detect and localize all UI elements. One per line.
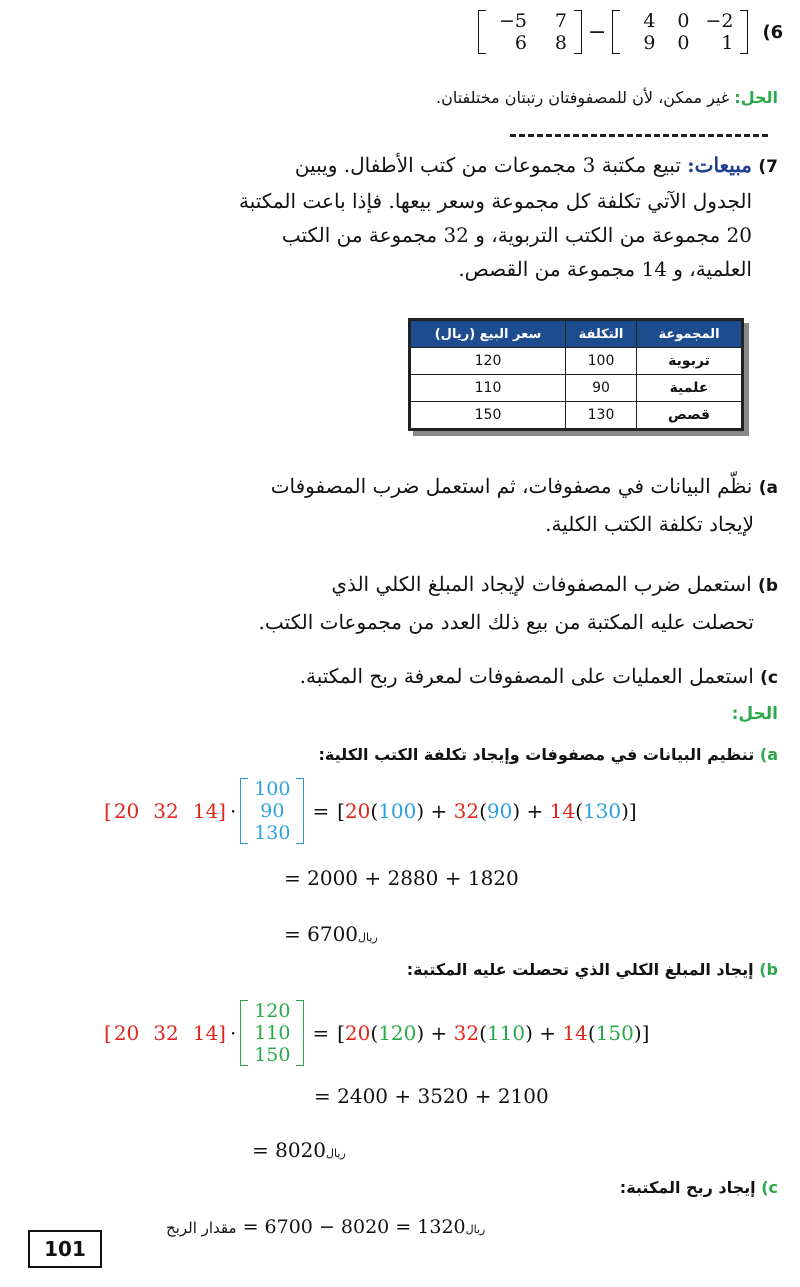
solution-6-text: غير ممكن، لأن للمصفوفتان رتبتان مختلفتان.	[436, 88, 730, 107]
table-row: علمية 90 110	[411, 375, 742, 402]
solution-c-heading: c) إيجاد ربح المكتبة:	[619, 1178, 778, 1197]
solution-a-line2: = 2000 + 2880 + 1820	[284, 866, 519, 890]
solution-6	[78, 88, 778, 107]
divider	[510, 134, 768, 137]
page-number: 101	[28, 1230, 102, 1268]
solution-a-equation: [ 20 32 14 ] · 100 90 130 = [20(100) + 32(90) + 14(130)]	[104, 778, 637, 844]
problem-6-number: (6	[762, 21, 784, 43]
solution-b-line2: = 2400 + 3520 + 2100	[314, 1084, 549, 1108]
problem-7-number: 7)	[758, 157, 778, 177]
part-b: b) استعمل ضرب المصفوفات لإيجاد المبلغ الكلي الذي تحصلت عليه المكتبة من بيع ذلك العدد من مجموعات الكتب.	[258, 572, 778, 634]
minus-sign: −	[588, 19, 607, 45]
cost-table-wrap	[408, 318, 744, 431]
solution-c-formula: ريال1320 = 8020 − 6700 = مقدار الربح	[166, 1216, 486, 1238]
table-row: قصص 130 150	[411, 402, 742, 429]
solution-label: الحل:	[731, 704, 778, 724]
solution-b-heading: b) إيجاد المبلغ الكلي الذي تحصلت عليه المكتبة:	[406, 960, 778, 979]
cost-table: المجموعة التكلفة سعر البيع (ريال) تربوية 100 120 علمية 90 110 قصص 130 150	[410, 320, 742, 429]
problem-7: 7) مبيعات: تبيع مكتبة 3 مجموعات من كتب الأطفال. ويبين الجدول الآتي تكلفة كل مجموعة وسعر بيعها. فإذا باعت المكتبة 20 مجموعة من الكتب التربوية، و 32 مجموعة من الكتب العلمية، و 14 مجموعة من القصص.	[239, 153, 778, 281]
table-row: تربوية 100 120	[411, 348, 742, 375]
part-c: c) استعمل العمليات على المصفوفات لمعرفة ربح المكتبة.	[299, 664, 778, 688]
solution-6-label: الحل:	[734, 88, 778, 107]
solution-b-equation: [ 20 32 14 ] · 120 110 150 = [20(120) + 32(110) + 14(150)]	[104, 1000, 650, 1066]
solution-b-line3: = 8020ريال	[252, 1138, 346, 1162]
problem-7-title: مبيعات:	[687, 153, 753, 177]
matrix-b: 4 0 −2 9 0 1	[612, 10, 748, 54]
solution-a-line3: = 6700ريال	[284, 922, 378, 946]
solution-a-heading: a) تنظيم البيانات في مصفوفات وإيجاد تكلفة الكتب الكلية:	[318, 745, 778, 764]
matrix-a: −5 7 6 8	[478, 10, 582, 54]
problem-6	[478, 10, 783, 54]
part-a: a) نظّم البيانات في مصفوفات، ثم استعمل ضرب المصفوفات لإيجاد تكلفة الكتب الكلية.	[270, 474, 778, 536]
